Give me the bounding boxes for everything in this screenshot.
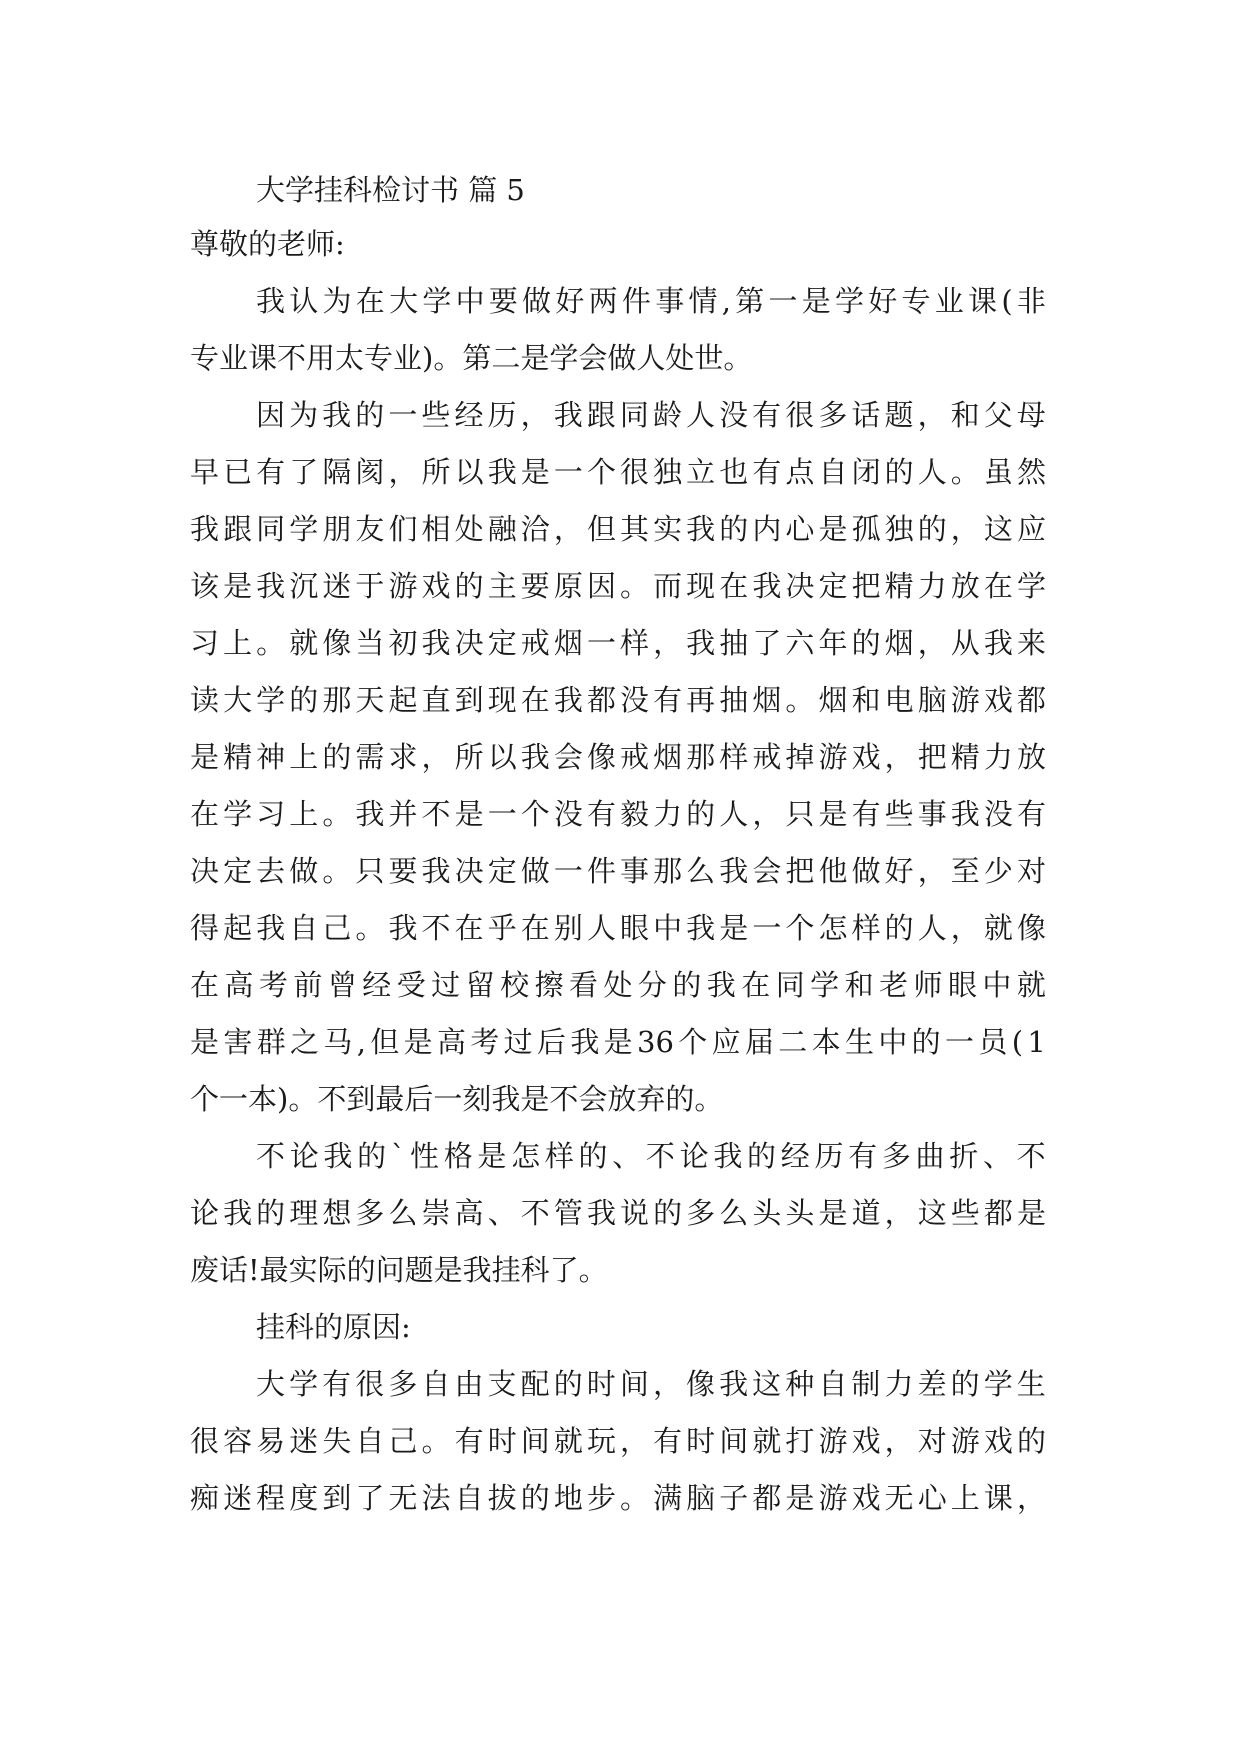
body-line: 论 我 的 理 想 多 么 崇 高 、 不 管 我 说 的 多 么 头 头 是 道 ， 这 些 都 是 <box>190 1196 1046 1230</box>
body-line: 痴 迷 程 度 到 了 无 法 自 拔 的 地 步 。 满 脑 子 都 是 游 戏 无 心 上 课 ， <box>190 1481 1046 1515</box>
body-line: 废话!最实际的问题是我挂科了。 <box>190 1253 608 1287</box>
body-line: 我 认 为 在 大 学 中 要 做 好 两 件 事 情 , 第 一 是 学 好 专 业 课 ( 非 <box>256 284 1046 318</box>
body-line: 是 害 群 之 马 , 但 是 高 考 过 后 我 是 36 个 应 届 二 本 生 中 的 一 员 ( 1 <box>190 1025 1046 1059</box>
body-line: 该 是 我 沉 迷 于 游 戏 的 主 要 原 因 。 而 现 在 我 决 定 把 精 力 放 在 学 <box>190 569 1046 603</box>
document-title: 大学挂科检讨书 篇 5 <box>256 173 525 207</box>
body-line: 在 学 习 上 。 我 并 不 是 一 个 没 有 毅 力 的 人 ， 只 是 有 些 事 我 没 有 <box>190 797 1046 831</box>
body-line: 在 高 考 前 曾 经 受 过 留 校 擦 看 处 分 的 我 在 同 学 和 老 师 眼 中 就 <box>190 968 1046 1002</box>
body-line: 得 起 我 自 己 。 我 不 在 乎 在 别 人 眼 中 我 是 一 个 怎 样 的 人 ， 就 像 <box>190 911 1046 945</box>
section-heading: 挂科的原因: <box>256 1310 411 1344</box>
body-line: 大 学 有 很 多 自 由 支 配 的 时 间 ， 像 我 这 种 自 制 力 差 的 学 生 <box>256 1367 1046 1401</box>
salutation: 尊敬的老师: <box>190 227 345 261</box>
body-line: 不 论 我 的 ` 性 格 是 怎 样 的 、 不 论 我 的 经 历 有 多 曲 折 、 不 <box>256 1139 1046 1173</box>
body-line: 是 精 神 上 的 需 求 ， 所 以 我 会 像 戒 烟 那 样 戒 掉 游 戏 ， 把 精 力 放 <box>190 740 1046 774</box>
body-line: 因 为 我 的 一 些 经 历 ， 我 跟 同 龄 人 没 有 很 多 话 题 ， 和 父 母 <box>256 398 1046 432</box>
body-line: 个一本)。不到最后一刻我是不会放弃的。 <box>190 1082 724 1116</box>
body-line: 早 已 有 了 隔 阂 ， 所 以 我 是 一 个 很 独 立 也 有 点 自 闭 的 人 。 虽 然 <box>190 455 1046 489</box>
body-line: 专业课不用太专业)。第二是学会做人处世。 <box>190 341 753 375</box>
body-line: 读 大 学 的 那 天 起 直 到 现 在 我 都 没 有 再 抽 烟 。 烟 和 电 脑 游 戏 都 <box>190 683 1046 717</box>
body-line: 很 容 易 迷 失 自 己 。 有 时 间 就 玩 ， 有 时 间 就 打 游 戏 ， 对 游 戏 的 <box>190 1424 1046 1458</box>
body-line: 决 定 去 做 。 只 要 我 决 定 做 一 件 事 那 么 我 会 把 他 做 好 ， 至 少 对 <box>190 854 1046 888</box>
body-line: 习 上 。 就 像 当 初 我 决 定 戒 烟 一 样 ， 我 抽 了 六 年 的 烟 ， 从 我 来 <box>190 626 1046 660</box>
body-line: 我 跟 同 学 朋 友 们 相 处 融 洽 ， 但 其 实 我 的 内 心 是 孤 独 的 ， 这 应 <box>190 512 1046 546</box>
